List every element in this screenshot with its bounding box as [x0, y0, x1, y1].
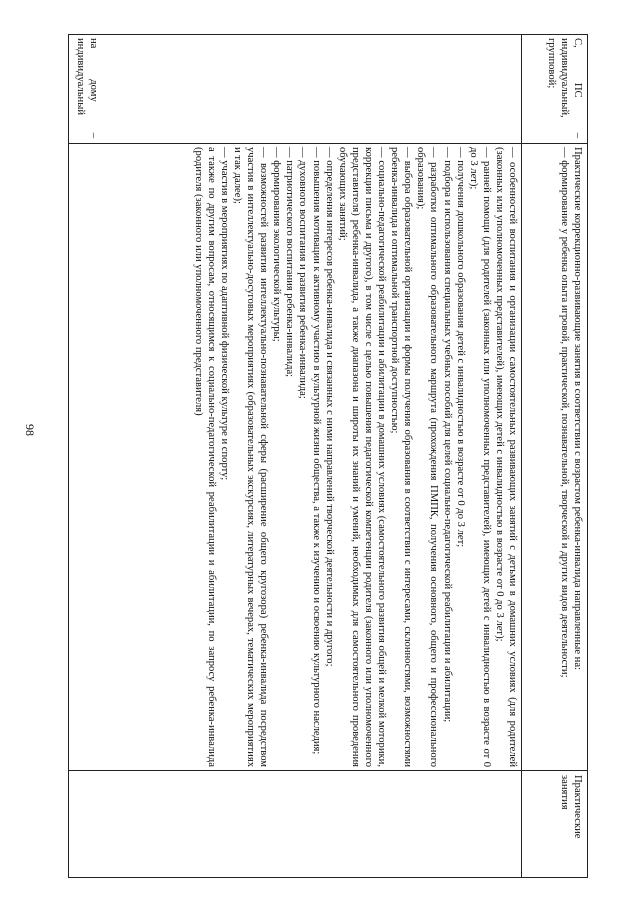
- list-item: — ранней помощи (для родителей (законных или уполномоченных представителей), имеющих детей с инвалидностью в возрасте от 0 до 3 лет);: [467, 147, 492, 767]
- column-divider-1: [68, 770, 588, 771]
- list-item: — получения дошкольного образования детей с инвалидностью в возрасте от 0 до 3 лет;: [454, 147, 466, 548]
- row-1-content: [192, 147, 519, 767]
- list-item: — формирования экологической культуры;: [271, 147, 283, 342]
- list-item: а также по другим вопросам, относящимся к социально-педагогической реабилитации и абилитации, по запросу ребенка-инвалида (родителя (законного или уполномоченного представителя): [192, 147, 217, 767]
- list-item: Практические коррекционно-развивающие занятия в соответствии с возрастом ребенка-инвалида направленные на:: [572, 147, 583, 670]
- list-item: — разработки оптимального образовательного маршрута (прохождения ПМПК, получения основного, общего и профессионального образования);: [415, 147, 440, 767]
- list-item: — повышения мотивации к активному участию в культурной жизни общества, а также к изучению и освоению культурного наследия;: [310, 147, 322, 755]
- row-2-title: Практические занятия: [558, 775, 583, 839]
- list-item: — подбора и использования специальных учебных пособий для целей социально-педагогической реабилитации и абилитации;: [441, 147, 453, 723]
- row-2-format: С, ПС – индивидуальный, групповой;: [545, 38, 583, 138]
- row-divider: [521, 34, 522, 878]
- list-item: — участия в мероприятиях по адаптивной физической культуре и спорту;: [218, 147, 230, 481]
- list-item: — формирование у ребенка опыта игровой, практической, познавательной, творческой и других видов деятельности;: [558, 147, 570, 678]
- row-1-format: на дому – индивидуальный: [74, 38, 99, 138]
- row-2-content: [558, 147, 584, 767]
- list-item: — социально-педагогической реабилитации и абилитации в домашних условиях (самостоятельного развития общей и мелкой моторики, коррекции письма и другого), в том числе с целью повышения педагогической компетенции родителя (законного или уполномоченного представителя) ребенка-инвалида, а также диапазона и широты их знаний и умений, необходимых для самостоятельного проведения обучающих занятий;: [336, 147, 388, 767]
- page-number: 98: [23, 424, 37, 436]
- list-item: — определения интересов ребенка-инвалида и связанных с ними направлений творческой деятельности и другого;: [323, 147, 335, 667]
- list-item: — выбора образовательной организации и формы получения образования в соответствии с интересами, склонностями, возможностями ребенка-инвалида и оптимальной транспортной доступностью;: [389, 147, 414, 767]
- column-divider-2: [68, 143, 588, 144]
- list-item: — возможностей развития интеллектуально-познавательной сферы (расширение общего кругозора) ребенка-инвалида посредством участия в интеллектуально-досуговых мероприятиях (образовательных экскурсиях, литературных вечерах, тематических мероприятиях и так далее);: [232, 147, 270, 767]
- list-item: — духовного воспитания и развития ребенка-инвалида;: [297, 147, 309, 399]
- list-item: — особенностей воспитания и организации самостоятельных развивающих занятий с детьми в домашних условиях (для родителей (законных или уполномоченных представителей), имеющих детей с инвалидностью в возрасте от 0 до 3 лет);: [493, 147, 518, 767]
- list-item: — патриотического воспитания ребенка-инвалида;: [284, 147, 296, 378]
